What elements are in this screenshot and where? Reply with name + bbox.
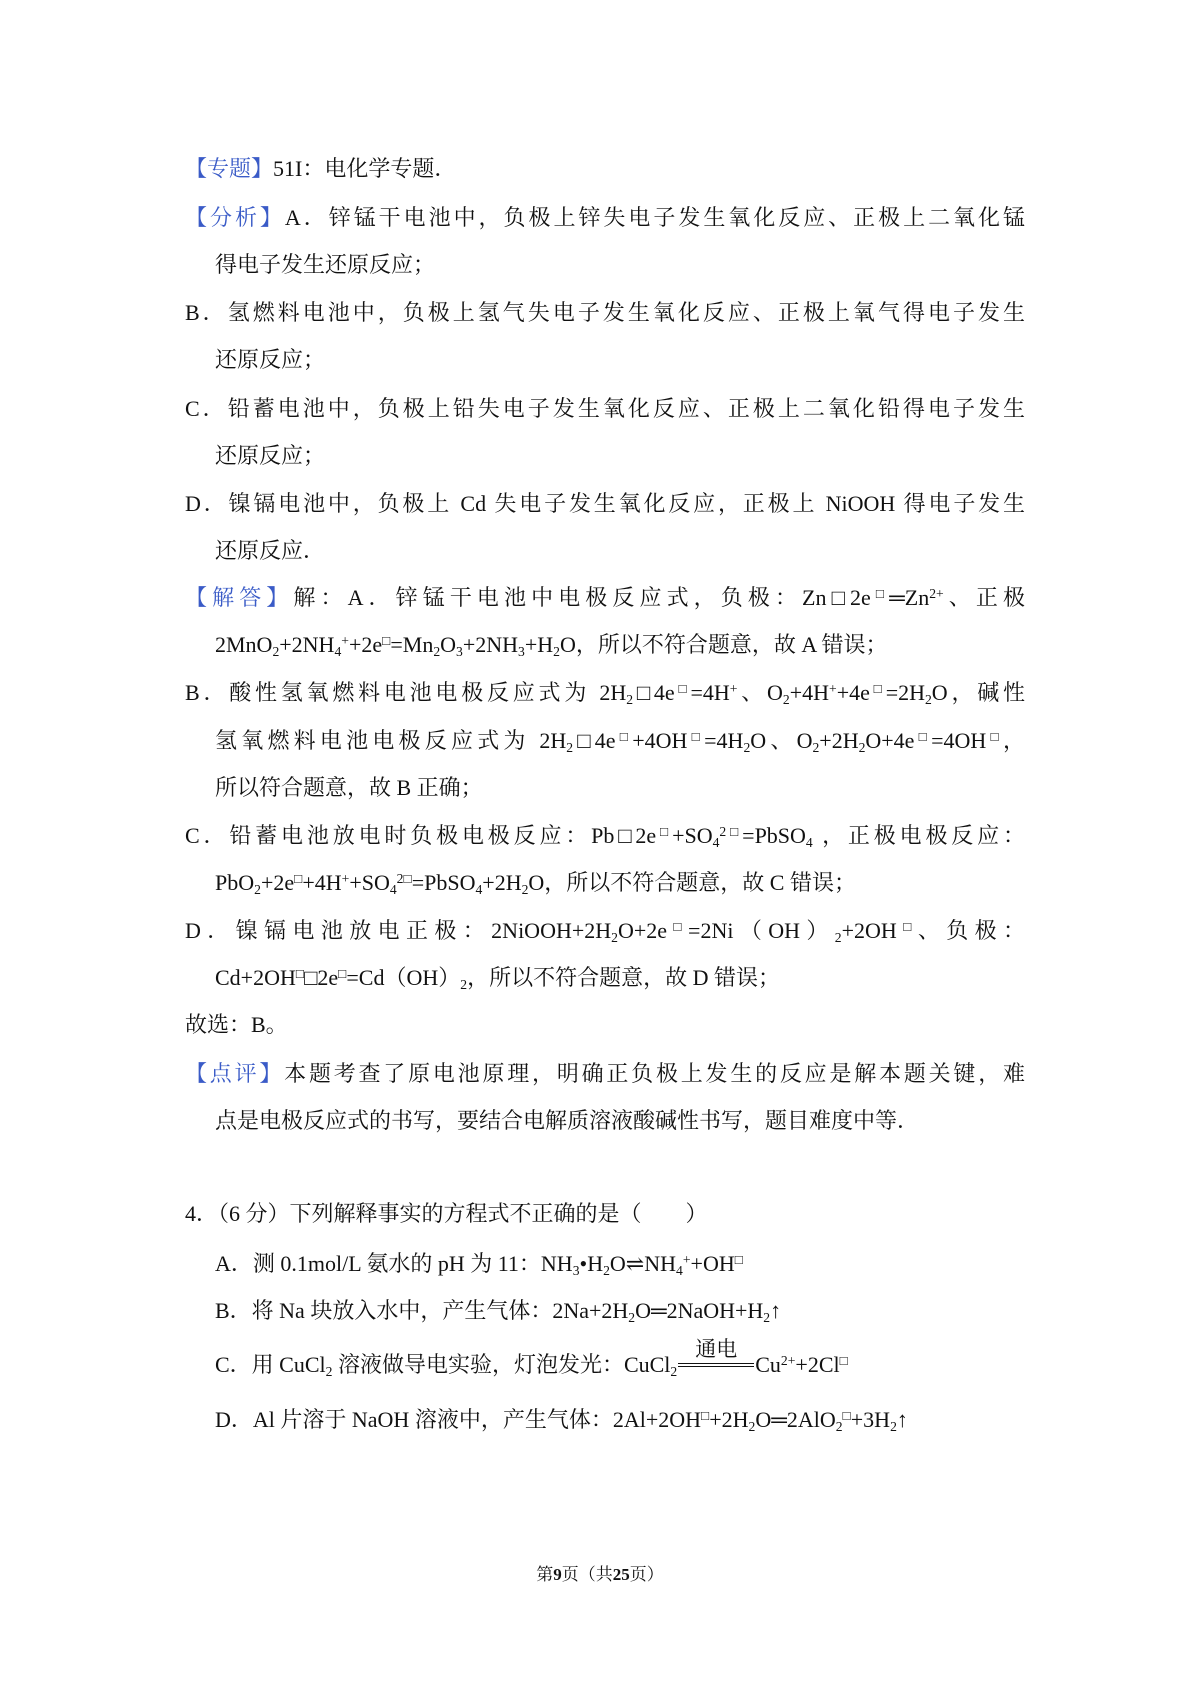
comment-line-cont — [215, 1106, 919, 1136]
text-run: 溶液做导电实验，灯泡发光：CuCl — [332, 1352, 671, 1377]
text-run: □2e — [304, 965, 339, 990]
text-run: =PbSO — [411, 870, 476, 895]
answer-line-d-cont — [215, 963, 780, 993]
subscript: 2 — [521, 881, 529, 897]
answer-line-b — [185, 678, 1025, 708]
superscript: + — [729, 680, 738, 696]
text-run: O+4e — [865, 728, 915, 753]
subscript: 2 — [834, 929, 842, 945]
superscript: □ — [869, 680, 886, 696]
text-run: 页（共 — [561, 1565, 613, 1584]
superscript: + — [829, 680, 837, 696]
option-a — [215, 1249, 743, 1279]
text-run: =2H — [885, 680, 925, 705]
superscript: □ — [914, 728, 932, 744]
text-run: O═2NaOH+H — [635, 1298, 764, 1323]
analysis-line-b-cont — [215, 345, 325, 375]
final-choice-line — [185, 1010, 288, 1040]
text-run: O，碱性 — [931, 680, 1026, 705]
text-run: O，所以不符合题意，故 A 错误； — [559, 632, 888, 657]
subscript: 2 — [254, 881, 261, 897]
text-run: 点是电极反应式的书写，要结合电解质溶液酸碱性书写，题目难度中等． — [215, 1108, 920, 1133]
text-run: 还原反应； — [215, 347, 326, 372]
text-run: =PbSO — [742, 823, 806, 848]
superscript: + — [341, 870, 350, 886]
text-run: 第 — [536, 1565, 554, 1584]
answer-line-c-cont — [215, 868, 856, 898]
text-run: +2OH — [841, 918, 897, 943]
text-run: =4H — [704, 728, 744, 753]
text-run: +4e — [836, 680, 870, 705]
text-run: B．将 Na 块放入水中，产生气体：2Na+2H — [215, 1298, 629, 1323]
option-b — [215, 1296, 781, 1326]
text-run: 故选：B。 — [185, 1012, 288, 1037]
text-run: O、O — [750, 728, 813, 753]
double-line-equals — [678, 1363, 754, 1367]
analysis-line-a — [185, 203, 1025, 233]
subscript: 4 — [334, 643, 342, 659]
text-run: A．测 0.1mol/L 氨水的 pH 为 11：NH — [215, 1251, 573, 1276]
text-run: 页） — [629, 1565, 664, 1584]
subscript: 2 — [626, 691, 634, 707]
superscript: 2□ — [396, 870, 412, 886]
subscript: 2 — [835, 1418, 843, 1434]
analysis-line-d — [185, 489, 1025, 519]
text-run: D．Al 片溶于 NaOH 溶液中，产生气体：2Al+2OH — [215, 1407, 701, 1432]
text-run: 4．（6 分）下列解释事实的方程式不正确的是（ ） — [185, 1201, 708, 1226]
text-run: +4H — [302, 870, 342, 895]
analysis-line-c-cont — [215, 441, 325, 471]
condition-label: 通电 — [695, 1337, 738, 1361]
page-number: 25 — [612, 1565, 630, 1584]
text-run: =4OH — [931, 728, 987, 753]
text-run: D．镍镉电池放电正极：2NiOOH+2H — [185, 918, 612, 943]
text-run: +2e — [260, 870, 295, 895]
subscript: 2 — [603, 1262, 610, 1278]
subscript: 2 — [566, 739, 574, 755]
subscript: 2 — [670, 1363, 678, 1379]
analysis-line-d-cont — [215, 536, 325, 566]
text-run: +SO — [349, 870, 390, 895]
superscript: □ — [667, 918, 689, 934]
text-run: =2Ni（OH） — [688, 918, 835, 943]
superscript: □ — [338, 965, 347, 981]
superscript: □ — [382, 632, 391, 648]
section-tag: 【点评】 — [185, 1061, 285, 1086]
topic-line — [185, 154, 456, 184]
subscript: 2 — [763, 1309, 771, 1325]
subscript: 2 — [782, 691, 790, 707]
answer-line-b-cont-2 — [215, 773, 483, 803]
text-run: 还原反应． — [215, 538, 326, 563]
text-run: +2H — [819, 728, 859, 753]
subscript: 3 — [572, 1262, 580, 1278]
subscript: 2 — [748, 1418, 756, 1434]
subscript: 2 — [628, 1309, 636, 1325]
text-run: A．锌锰干电池中，负极上锌失电子发生氧化反应、正极上二氧化锰 — [284, 205, 1025, 230]
text-run: □4e — [633, 680, 675, 705]
text-run: O⇌NH — [609, 1251, 677, 1276]
text-run: ，正极电极反应： — [812, 823, 1025, 848]
superscript: □ — [896, 918, 918, 934]
text-run: C．用 CuCl — [215, 1352, 326, 1377]
text-run: +2NH — [279, 632, 335, 657]
superscript: □ — [839, 1352, 848, 1368]
superscript: + — [341, 632, 349, 648]
text-run: B．酸性氢氧燃料电池电极反应式为 2H — [185, 680, 627, 705]
text-run: ═Zn — [889, 585, 930, 610]
superscript: □ — [295, 965, 305, 981]
subscript: 2 — [460, 976, 468, 992]
superscript: □ — [674, 680, 691, 696]
text-run: +2e — [348, 632, 383, 657]
section-tag: 【解答】 — [185, 585, 294, 610]
superscript: □ — [870, 585, 890, 601]
text-run: +SO — [672, 823, 713, 848]
analysis-line-b — [185, 298, 1025, 328]
subscript: 2 — [812, 739, 820, 755]
text-run: 、O — [737, 680, 783, 705]
answer-line-a — [185, 583, 1025, 613]
text-run: +4OH — [632, 728, 688, 753]
text-run: 氢氧燃料电池电极反应式为 2H — [215, 728, 567, 753]
subscript: 2 — [611, 929, 618, 945]
superscript: □ — [656, 823, 673, 839]
superscript: 2□ — [719, 823, 743, 839]
text-run: O+2e — [617, 918, 668, 943]
section-tag: 【分析】 — [185, 205, 285, 230]
text-run: O，所以不符合题意，故 C 错误； — [528, 870, 856, 895]
section-tag: 【专题】 — [185, 156, 274, 181]
subscript: 2 — [553, 643, 560, 659]
superscript: 2+ — [780, 1352, 796, 1368]
superscript: + — [682, 1251, 691, 1267]
text-run: ， — [1003, 728, 1026, 753]
subscript: 2 — [858, 739, 866, 755]
comment-line — [185, 1059, 1025, 1089]
subscript: 2 — [325, 1363, 333, 1379]
superscript: □ — [615, 728, 633, 744]
text-run: ，所以不符合题意，故 D 错误； — [467, 965, 780, 990]
text-run: 所以符合题意，故 B 正确； — [215, 775, 483, 800]
question-4-stem — [185, 1199, 708, 1229]
analysis-line-a-cont — [215, 250, 435, 280]
text-run: ↑ — [896, 1407, 908, 1432]
text-run: B．氢燃料电池中，负极上氢气失电子发生氧化反应、正极上氧气得电子发生 — [185, 300, 1025, 325]
subscript: 3 — [518, 643, 525, 659]
subscript: 2 — [890, 1418, 897, 1434]
text-run: 、正极 — [943, 585, 1025, 610]
text-run: O═2AlO — [755, 1407, 836, 1432]
superscript: □ — [986, 728, 1004, 744]
page-footer — [0, 1563, 1200, 1587]
superscript: □ — [294, 870, 303, 886]
text-run: =Cd（OH） — [346, 965, 461, 990]
text-run: +2H — [482, 870, 522, 895]
subscript: 2 — [433, 643, 441, 659]
text-run: +H — [524, 632, 554, 657]
text-run: +3H — [850, 1407, 891, 1432]
text-run: =Mn — [390, 632, 434, 657]
text-run: =4H — [690, 680, 730, 705]
text-run: +2Cl — [795, 1352, 840, 1377]
subscript: 2 — [924, 691, 932, 707]
text-run: ↑ — [770, 1298, 782, 1323]
subscript: 4 — [389, 881, 397, 897]
text-run: □4e — [573, 728, 616, 753]
text-run: •H — [579, 1251, 604, 1276]
text-run: +OH — [690, 1251, 735, 1276]
subscript: 4 — [475, 881, 483, 897]
electrolysis-condition — [678, 1337, 754, 1374]
text-run: 还原反应； — [215, 443, 326, 468]
text-run: 51I：电化学专题． — [273, 156, 457, 181]
text-run: O — [440, 632, 457, 657]
text-run: Cu — [755, 1352, 781, 1377]
subscript: 4 — [676, 1262, 683, 1278]
text-run: 、负极： — [917, 918, 1025, 943]
text-run: D．镍镉电池中，负极上 Cd 失电子发生氧化反应，正极上 NiOOH 得电子发生 — [185, 491, 1025, 516]
answer-line-d — [185, 916, 1025, 946]
subscript: 4 — [805, 834, 813, 850]
analysis-line-c — [185, 394, 1025, 424]
text-run: +4H — [789, 680, 830, 705]
option-d — [215, 1405, 908, 1435]
text-run: C．铅蓄电池中，负极上铅失电子发生氧化反应、正极上二氧化铅得电子发生 — [185, 396, 1025, 421]
subscript: 2 — [272, 643, 280, 659]
subscript: 2 — [743, 739, 751, 755]
superscript: 2+ — [929, 585, 944, 601]
option-c — [215, 1337, 848, 1380]
page-number: 9 — [553, 1565, 562, 1584]
text-run: +2H — [709, 1407, 749, 1432]
answer-line-c — [185, 821, 1025, 851]
text-run: +2NH — [462, 632, 519, 657]
subscript: 4 — [712, 834, 720, 850]
superscript: □ — [734, 1251, 743, 1267]
text-run: 本题考查了原电池原理，明确正负极上发生的反应是解本题关键，难 — [284, 1061, 1025, 1086]
text-run: 得电子发生还原反应； — [215, 252, 436, 277]
superscript: □ — [701, 1407, 710, 1423]
text-run: Cd+2OH — [215, 965, 296, 990]
subscript: 3 — [456, 643, 463, 659]
text-run: 2MnO — [215, 632, 273, 657]
answer-line-b-cont-1 — [215, 726, 1025, 756]
superscript: □ — [842, 1407, 851, 1423]
answer-line-a-cont — [215, 630, 888, 660]
text-run: 解：A．锌锰干电池中电极反应式，负极：Zn□2e — [293, 585, 871, 610]
superscript: □ — [687, 728, 705, 744]
text-run: PbO — [215, 870, 255, 895]
text-run: C．铅蓄电池放电时负极电极反应：Pb□2e — [185, 823, 657, 848]
